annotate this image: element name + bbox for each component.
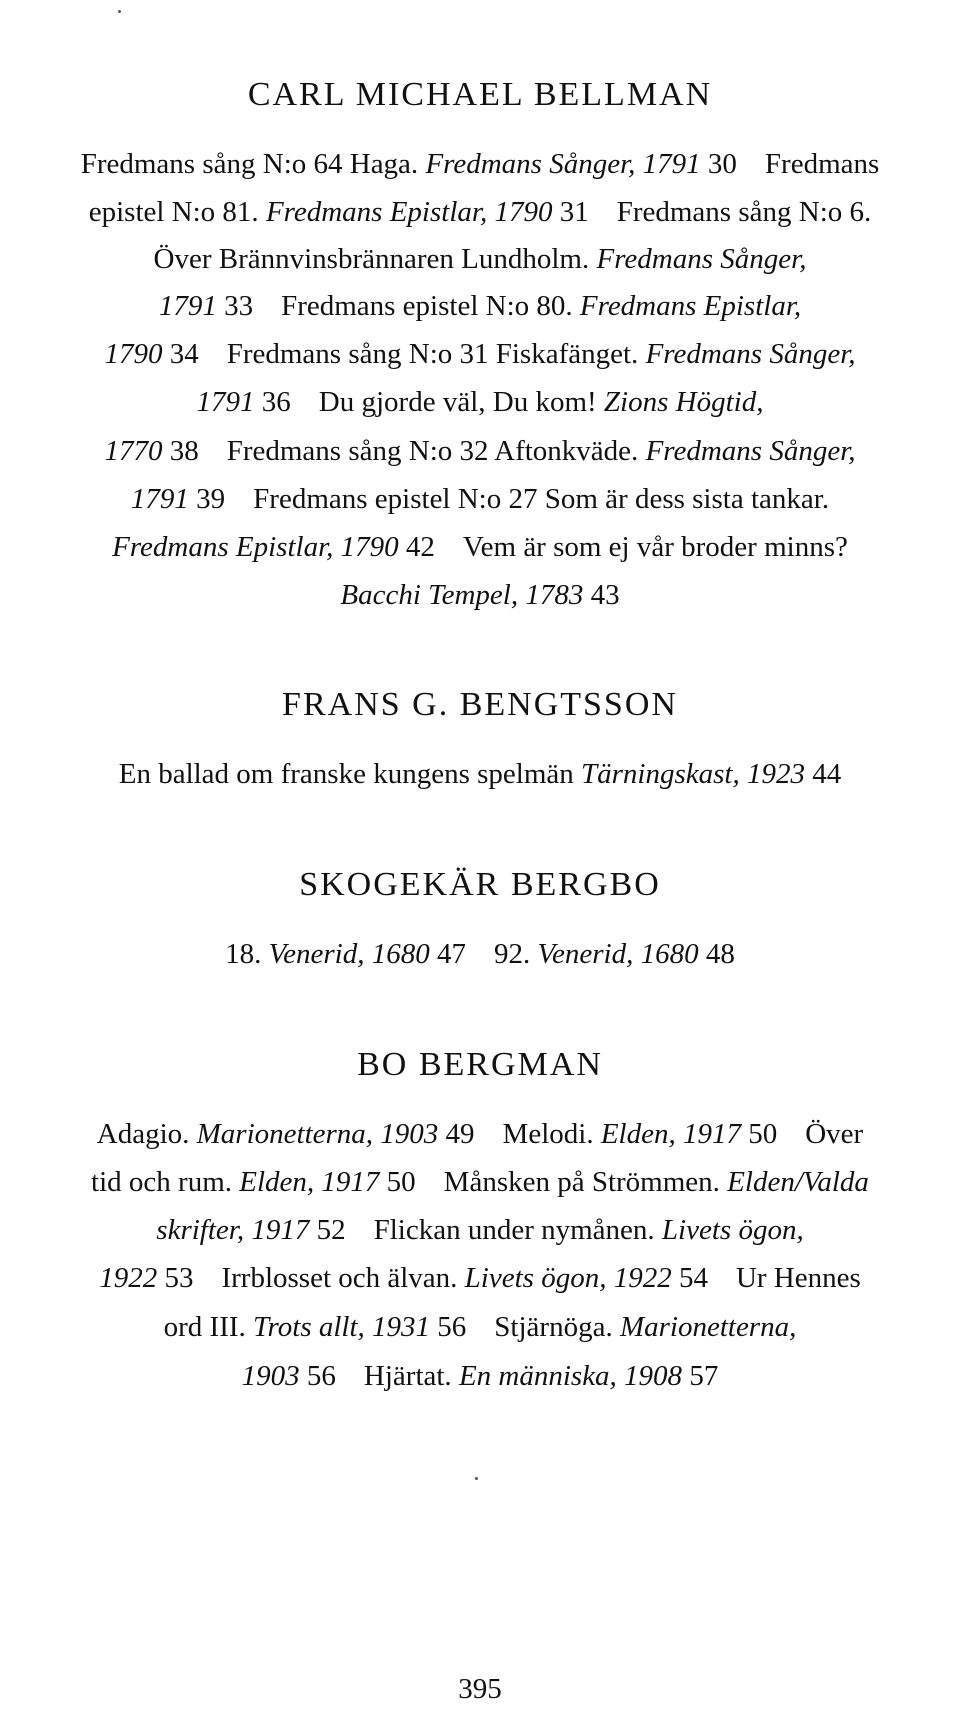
source-title: Fredmans Sånger, <box>645 338 856 370</box>
scan-speck-top <box>118 10 121 13</box>
source-title: Livets ögon, <box>661 1214 804 1246</box>
source-title: Venerid, 1680 <box>537 938 699 970</box>
entry-text: Fredmans sång N:o 6. <box>616 196 872 228</box>
entry-text: 44 <box>805 758 842 790</box>
entry-line <box>0 581 960 610</box>
entry-line <box>0 437 960 466</box>
source-title: Fredmans Epistlar, <box>579 290 802 322</box>
source-title: Trots allt, 1931 <box>253 1311 431 1343</box>
entry-text: Fredmans epistel N:o 27 Som är dess sista tankar. <box>253 483 830 515</box>
source-title: 1791 <box>158 290 217 322</box>
entry-line <box>0 760 960 789</box>
entry-text: Fredmans sång N:o 32 Aftonkväde. <box>226 435 646 467</box>
source-title: 1791 <box>130 483 189 515</box>
entry-text: Stjärnöga. <box>494 1311 620 1343</box>
source-title: 1790 <box>104 338 163 370</box>
entry-line <box>0 388 960 417</box>
source-title: Fredmans Epistlar, 1790 <box>265 196 553 228</box>
entry-text: Över <box>805 1118 864 1150</box>
entry-text: Du gjorde väl, Du kom! <box>318 386 604 418</box>
entry-text: ord III. <box>163 1311 254 1343</box>
source-title: 1903 <box>241 1360 300 1392</box>
entry-line <box>0 1362 960 1391</box>
entry-line <box>0 1216 960 1245</box>
entry-text: Adagio. <box>96 1118 197 1150</box>
source-title: Elden/Valda <box>727 1166 869 1198</box>
source-title: Fredmans Epistlar, 1790 <box>112 531 399 563</box>
source-title: 1922 <box>99 1262 158 1294</box>
entry-text: 42 <box>398 531 435 563</box>
section-author-heading: FRANS G. BENGTSSON <box>282 686 678 723</box>
source-title: Fredmans Sånger, 1791 <box>425 148 701 180</box>
entry-text: 43 <box>583 579 620 611</box>
source-title: Livets ögon, 1922 <box>464 1262 672 1294</box>
entry-text: 31 <box>552 196 589 228</box>
entry-text: 50 <box>379 1166 416 1198</box>
entry-line <box>0 150 960 179</box>
entry-text: 38 <box>162 435 199 467</box>
entry-text: 56 <box>299 1360 336 1392</box>
entry-text: Flickan under nymånen. <box>373 1214 662 1246</box>
entry-text: En ballad om franske kungens spelmän <box>118 758 582 790</box>
entry-line <box>0 340 960 369</box>
source-title: 1770 <box>104 435 163 467</box>
entry-text: tid och rum. <box>91 1166 240 1198</box>
entry-text: Irrblosset och älvan. <box>221 1262 465 1294</box>
entry-text: Hjärtat. <box>363 1360 459 1392</box>
entry-line <box>0 245 960 274</box>
entry-text: 39 <box>188 483 226 515</box>
section-author-heading: CARL MICHAEL BELLMAN <box>247 76 713 113</box>
source-title: Zions Högtid, <box>603 386 764 418</box>
entry-line <box>0 1313 960 1342</box>
entry-line <box>0 292 960 321</box>
entry-text: 56 <box>430 1311 467 1343</box>
entry-text: Fredmans <box>764 148 880 180</box>
source-title: Bacchi Tempel, 1783 <box>340 579 584 611</box>
page-number: 395 <box>458 1673 502 1705</box>
entry-text: 18. <box>225 938 269 970</box>
source-title: Fredmans Sånger, <box>645 435 856 467</box>
entry-text: 92. <box>494 938 538 970</box>
entry-text: 57 <box>682 1360 719 1392</box>
entry-text: Månsken på Strömmen. <box>443 1166 728 1198</box>
entry-text: 34 <box>162 338 199 370</box>
source-title: Marionetterna, 1903 <box>196 1118 439 1150</box>
source-title: Fredmans Sånger, <box>596 243 807 275</box>
entry-text: Ur Hennes <box>735 1262 861 1294</box>
source-title: 1791 <box>196 386 255 418</box>
entry-text: 33 <box>216 290 254 322</box>
entry-text: 49 <box>438 1118 475 1150</box>
entry-text: Vem är som ej vår broder minns? <box>462 531 848 563</box>
source-title: Marionetterna, <box>619 1311 797 1343</box>
entry-line <box>0 198 960 227</box>
entry-text: 30 <box>700 148 737 180</box>
entry-text: 47 <box>429 938 466 970</box>
entry-text: 36 <box>254 386 291 418</box>
entry-text: 52 <box>309 1214 346 1246</box>
entry-text: 48 <box>698 938 735 970</box>
entry-text: Fredmans epistel N:o 80. <box>281 290 580 322</box>
entry-text: epistel N:o 81. <box>88 196 266 228</box>
entry-line <box>0 485 960 514</box>
entry-line <box>0 533 960 562</box>
source-title: En människa, 1908 <box>458 1360 683 1392</box>
entry-text: Över Brännvinsbrännaren Lundholm. <box>153 243 597 275</box>
entry-line <box>0 1264 960 1293</box>
source-title: Elden, 1917 <box>600 1118 741 1150</box>
entry-line <box>0 1168 960 1197</box>
source-title: Tärningskast, 1923 <box>581 758 805 790</box>
entry-text: 50 <box>740 1118 778 1150</box>
section-author-heading: BO BERGMAN <box>357 1046 603 1083</box>
entry-text: Fredmans sång N:o 31 Fiskafänget. <box>226 338 646 370</box>
entry-text: 53 <box>157 1262 194 1294</box>
entry-line <box>0 1120 960 1149</box>
entry-text: 54 <box>671 1262 708 1294</box>
entry-text: Melodi. <box>502 1118 601 1150</box>
scan-speck-bottom <box>475 1477 478 1480</box>
source-title: skrifter, 1917 <box>156 1214 310 1246</box>
section-author-heading: SKOGEKÄR BERGBO <box>299 866 661 903</box>
source-title: Venerid, 1680 <box>268 938 430 970</box>
entry-line <box>0 940 960 969</box>
entry-text: Fredmans sång N:o 64 Haga. <box>80 148 426 180</box>
source-title: Elden, 1917 <box>239 1166 380 1198</box>
